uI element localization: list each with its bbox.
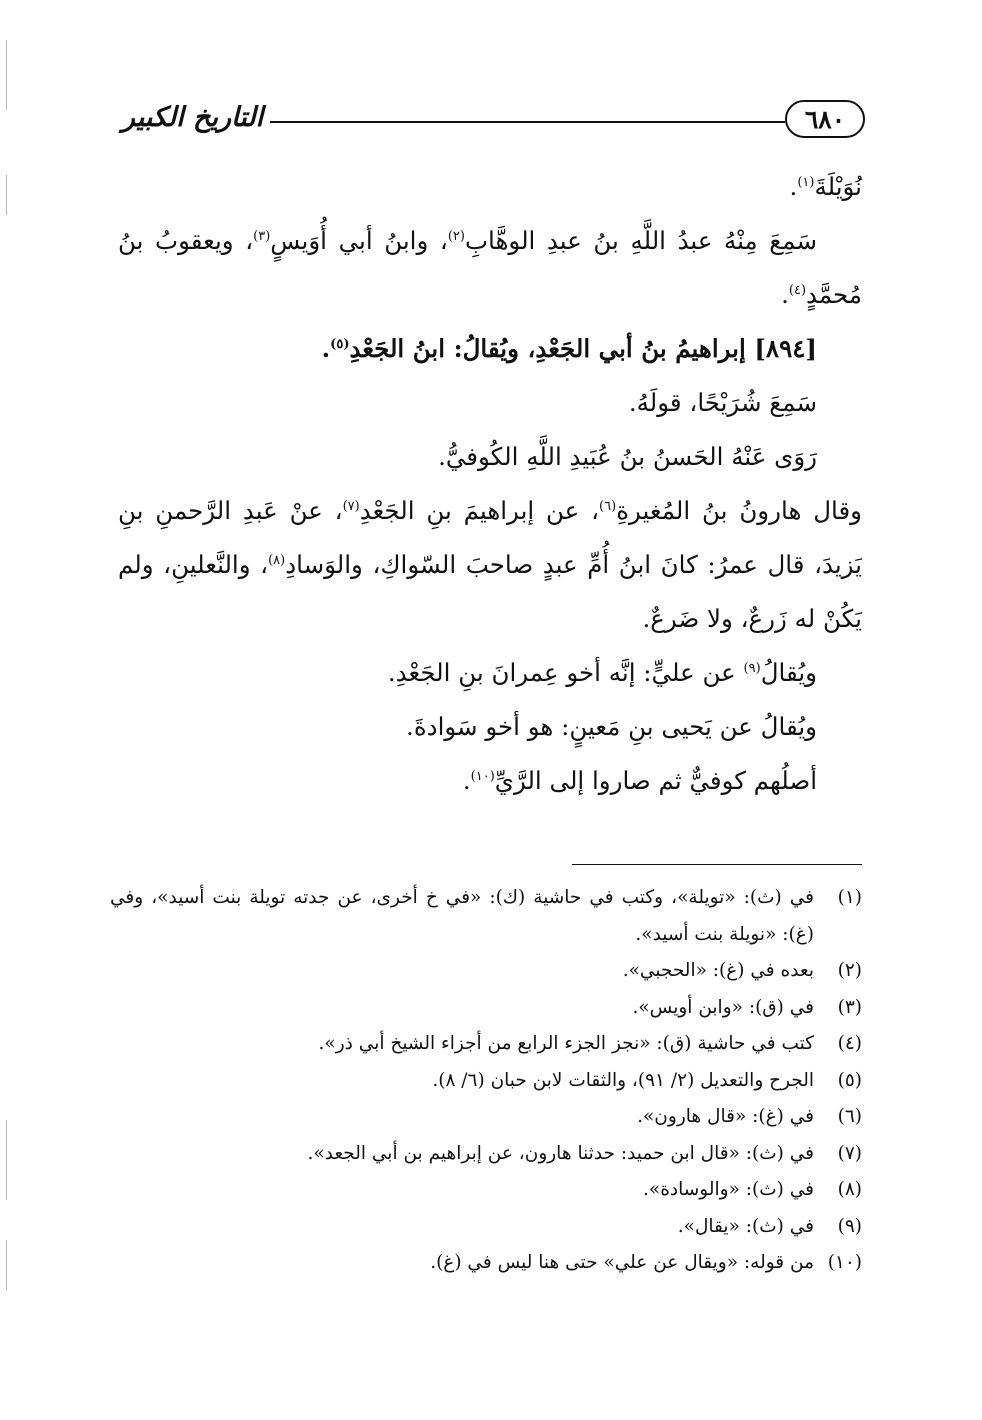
- paragraph-listeners: سَمِعَ مِنْهُ عبدُ اللَّهِ بنُ عبدِ الوهَّابِ$^{(٢)}$، وابنُ أبي أُوَيسٍ$^{(٣)}$، ويعقوبُ بنُ مُحمَّدٍ$^{(٤)}$.: [118, 226, 862, 309]
- paragraph-narrated: رَوَى عَنْهُ الحَسنُ بنُ عُبَيدِ اللَّهِ الكُوفيُّ.: [438, 442, 817, 471]
- entry-heading-894: [٨٩٤] إبراهيمُ بنُ أبي الجَعْدِ، ويُقالُ: ابنُ الجَعْدِ$^{(٥)}$.: [321, 334, 817, 363]
- footnote-number: (١٠): [827, 1252, 862, 1273]
- footnote-item: [110, 1099, 862, 1136]
- footnote-text: بعده في (غ): «الحجبي».: [622, 960, 814, 981]
- footnote-text: في (ث): «تويلة»، وكتب في حاشية (ك): «في خ أخرى، عن جدته تويلة بنت أسيد»، وفي (غ): «نويلة بنت أسيد».: [110, 887, 814, 945]
- footnote-item: [110, 1136, 862, 1173]
- page-number: ٦٨٠: [785, 100, 865, 138]
- footnote-text: في (ث): «يقال».: [677, 1215, 814, 1237]
- footnote-reference: (٧): [342, 498, 360, 514]
- paragraph-origin: أصلُهم كوفيٌّ ثم صاروا إلى الرَّيِّ$^{(١٠)}$.: [462, 766, 817, 795]
- paragraph-ali: ويُقالُ$^{(٩)}$ عن عليٍّ: إنَّه أخو عِمرانَ بنِ الجَعْدِ.: [387, 658, 817, 687]
- paragraph-continuation: نُوَيْلَةَ$^{(١)}$.: [789, 172, 862, 201]
- footnote-text: من قوله: «ويقال عن علي» حتى هنا ليس في (غ).: [430, 1252, 814, 1273]
- footnote-number: (٧): [837, 1142, 862, 1164]
- main-text: [118, 160, 862, 808]
- footnote-separator: [572, 864, 862, 865]
- footnote-text: في (غ): «قال هارون».: [637, 1106, 814, 1127]
- footnote-reference: (٣): [253, 228, 271, 244]
- footnote-item: [110, 1026, 862, 1063]
- footnote-number: (٩): [837, 1215, 862, 1237]
- footnote-text: في (ث): «والوسادة».: [643, 1179, 814, 1200]
- footnote-number: (٦): [837, 1106, 862, 1127]
- paragraph-yahya: ويُقالُ عن يَحيى بنِ مَعينٍ: هو أخو سَوادةَ.: [406, 712, 817, 741]
- footnote-item: [110, 1172, 862, 1209]
- footnote-text: في (ث): «قال ابن حميد: حدثنا هارون، عن إبراهيم بن أبي الجعد».: [307, 1142, 814, 1164]
- footnote-item: [110, 990, 862, 1027]
- paragraph-harun: وقال هارونُ بنُ المُغيرةِ$^{(٦)}$، عن إبراهيمَ بنِ الجَعْدِ$^{(٧)}$، عنْ عَبدِ الرَّحمنِ بنِ يَزيدَ، قال عمرُ: كانَ ابنُ أُمِّ عبدٍ صاحبَ السّواكِ، والوَسادِ$^{(٨)}$، والنَّعلينِ، ولم يَكُنْ له زَرعٌ، ولا ضَرعٌ.: [118, 496, 862, 633]
- footnote-reference: (٢): [447, 228, 465, 244]
- footnote-reference: (٥): [330, 336, 350, 352]
- footnote-item: [110, 953, 862, 990]
- footnote-reference: (٦): [599, 498, 617, 514]
- footnote-item: [110, 1063, 862, 1100]
- footnote-reference: (٤): [788, 282, 807, 298]
- footnote-item: [110, 1209, 862, 1246]
- footnote-item: [110, 880, 862, 953]
- footnote-number: (٨): [837, 1179, 862, 1200]
- footnote-reference: (١٠): [470, 768, 495, 784]
- footnote-text: في (ق): «وابن أويس».: [632, 996, 814, 1018]
- footnote-reference: (٩): [743, 660, 761, 676]
- footnote-number: (٢): [837, 960, 862, 981]
- footnote-number: (٥): [837, 1069, 862, 1091]
- page-header: [120, 100, 865, 150]
- footnote-text: كتب في حاشية (ق): «نجز الجزء الرابع من أجزاء الشيخ أبي ذر».: [318, 1033, 814, 1054]
- paragraph-heard: سَمِعَ شُرَيْحًا، قولَهُ.: [628, 388, 817, 417]
- footnote-reference: (٨): [268, 552, 286, 568]
- footnote-item: [110, 1245, 862, 1282]
- footnote-text: الجرح والتعديل (٢/ ٩١)، والثقات لابن حبان (٦/ ٨).: [432, 1069, 814, 1091]
- footnote-reference: (١): [797, 174, 815, 190]
- footnotes: [110, 880, 862, 1282]
- header-rule: [270, 121, 785, 123]
- footnote-number: (٣): [837, 996, 862, 1018]
- footnote-number: (٤): [837, 1033, 862, 1054]
- footnote-number: (١): [837, 887, 862, 908]
- running-title: التاريخ الكبير: [121, 102, 264, 133]
